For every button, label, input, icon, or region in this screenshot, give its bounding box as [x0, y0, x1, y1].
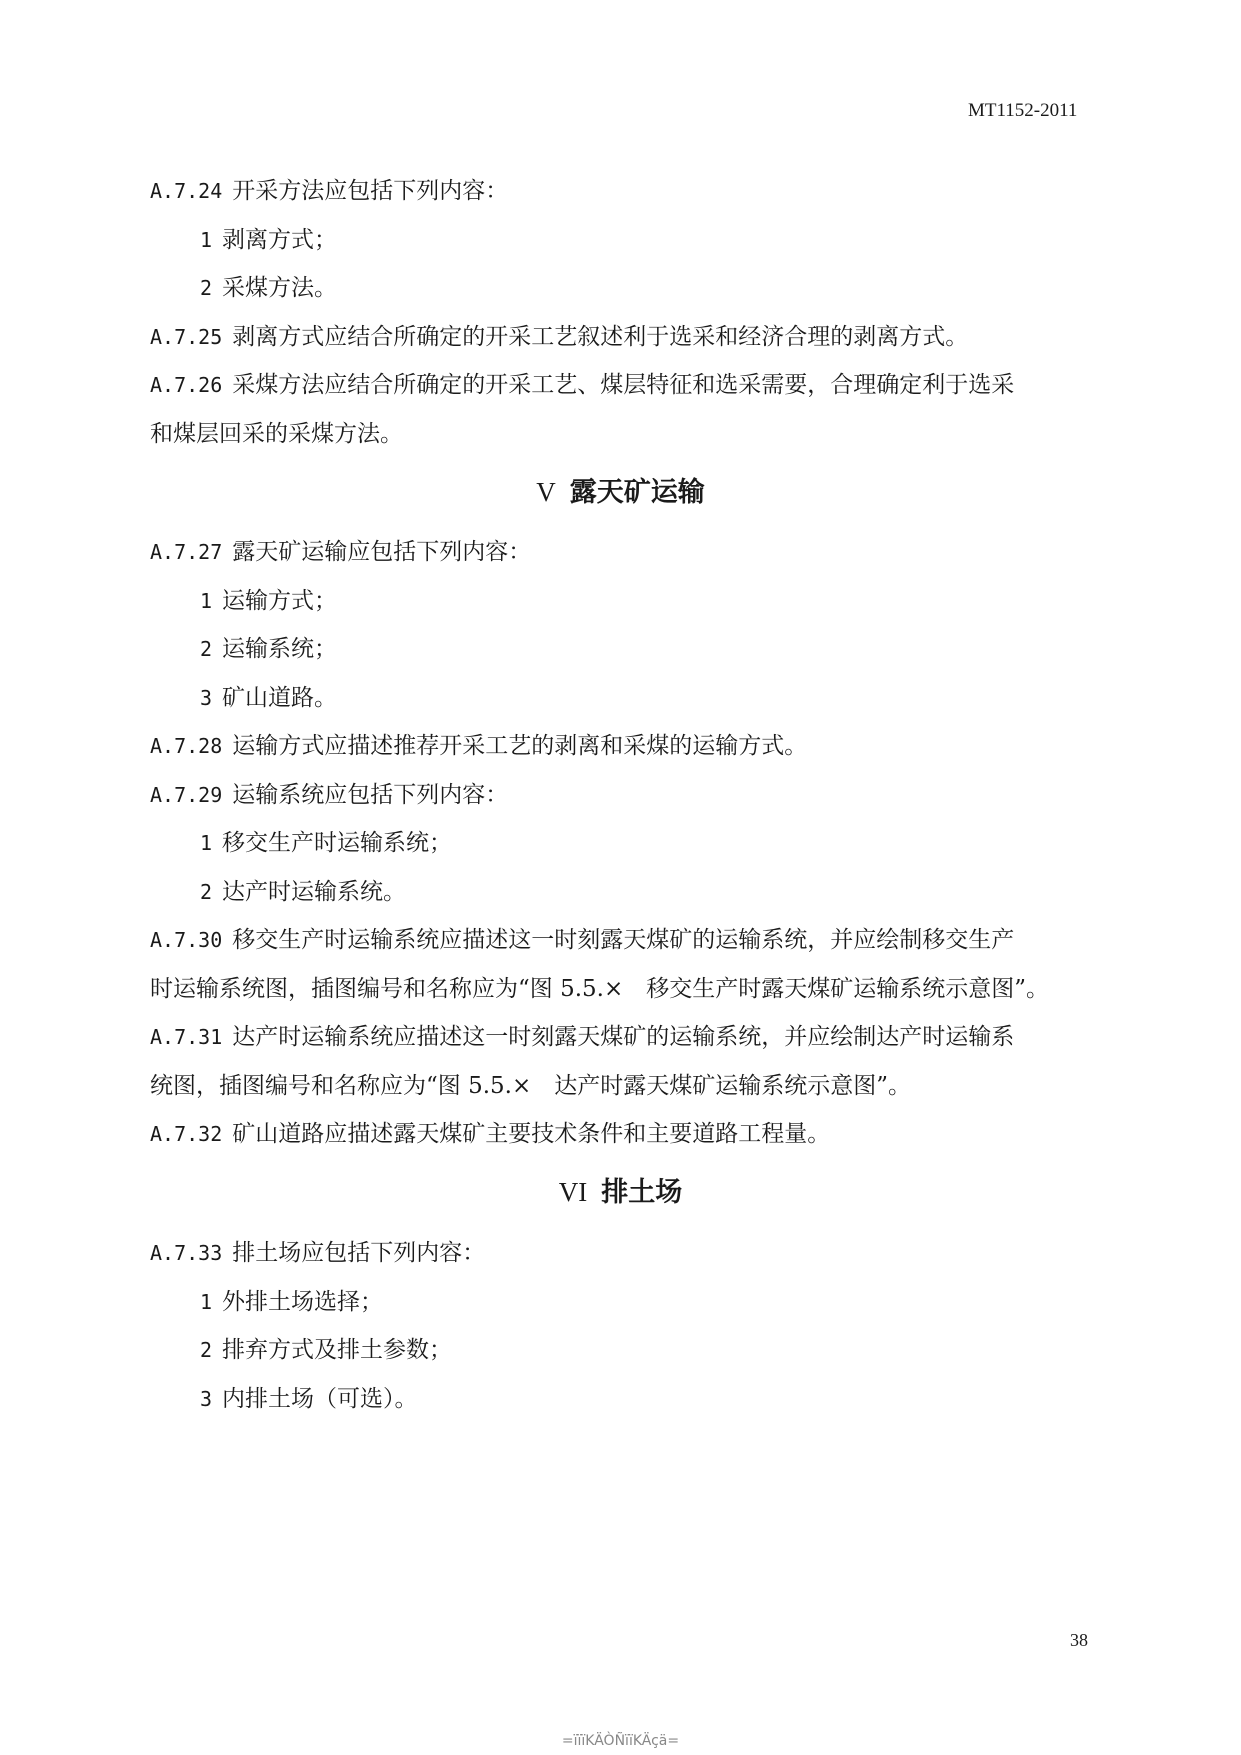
clause-continuation: 时运输系统图，插图编号和名称应为“图 5.5.× 移交生产时露天煤矿运输系统示意图”。 — [150, 976, 1049, 1002]
list-item: 2 达产时运输系统。 — [200, 879, 407, 905]
clause-a-7-24: A.7.24 开采方法应包括下列内容： — [150, 178, 509, 204]
document-code: MT1152-2011 — [968, 100, 1078, 121]
section-heading-dump: VI 排土场 — [558, 1177, 683, 1208]
clause-a-7-29: A.7.29 运输系统应包括下列内容： — [150, 782, 509, 808]
clause-a-7-26: A.7.26 采煤方法应结合所确定的开采工艺、煤层特征和选采需要，合理确定利于选采 — [150, 372, 1015, 398]
clause-a-7-32: A.7.32 矿山道路应描述露天煤矿主要技术条件和主要道路工程量。 — [150, 1121, 831, 1147]
clause-a-7-25: A.7.25 剥离方式应结合所确定的开采工艺叙述利于选采和经济合理的剥离方式。 — [150, 324, 969, 350]
list-item: 3 内排土场（可选）。 — [200, 1386, 418, 1412]
clause-a-7-31: A.7.31 达产时运输系统应描述这一时刻露天煤矿的运输系统，并应绘制达产时运输系 — [150, 1024, 1015, 1050]
list-item: 1 剥离方式； — [200, 227, 338, 253]
section-heading-transport: V 露天矿运输 — [536, 477, 705, 508]
clause-a-7-30: A.7.30 移交生产时运输系统应描述这一时刻露天煤矿的运输系统，并应绘制移交生产 — [150, 927, 1015, 953]
list-item: 3 矿山道路。 — [200, 685, 338, 711]
clause-continuation: 和煤层回采的采煤方法。 — [150, 421, 403, 447]
page-number: 38 — [1070, 1630, 1088, 1650]
list-item: 2 采煤方法。 — [200, 275, 338, 301]
list-item: 1 移交生产时运输系统； — [200, 830, 453, 856]
list-item: 2 运输系统； — [200, 636, 338, 662]
clause-a-7-33: A.7.33 排土场应包括下列内容： — [150, 1240, 486, 1266]
clause-a-7-28: A.7.28 运输方式应描述推荐开采工艺的剥离和采煤的运输方式。 — [150, 733, 808, 759]
clause-a-7-27: A.7.27 露天矿运输应包括下列内容： — [150, 539, 532, 565]
list-item: 2 排弃方式及排土参数； — [200, 1337, 453, 1363]
list-item: 1 运输方式； — [200, 588, 338, 614]
clause-continuation: 统图，插图编号和名称应为“图 5.5.× 达产时露天煤矿运输系统示意图”。 — [150, 1073, 911, 1099]
footer-watermark: =ïïïKÄÒÑïïKÄçä= — [561, 1733, 680, 1749]
list-item: 1 外排土场选择； — [200, 1289, 384, 1315]
